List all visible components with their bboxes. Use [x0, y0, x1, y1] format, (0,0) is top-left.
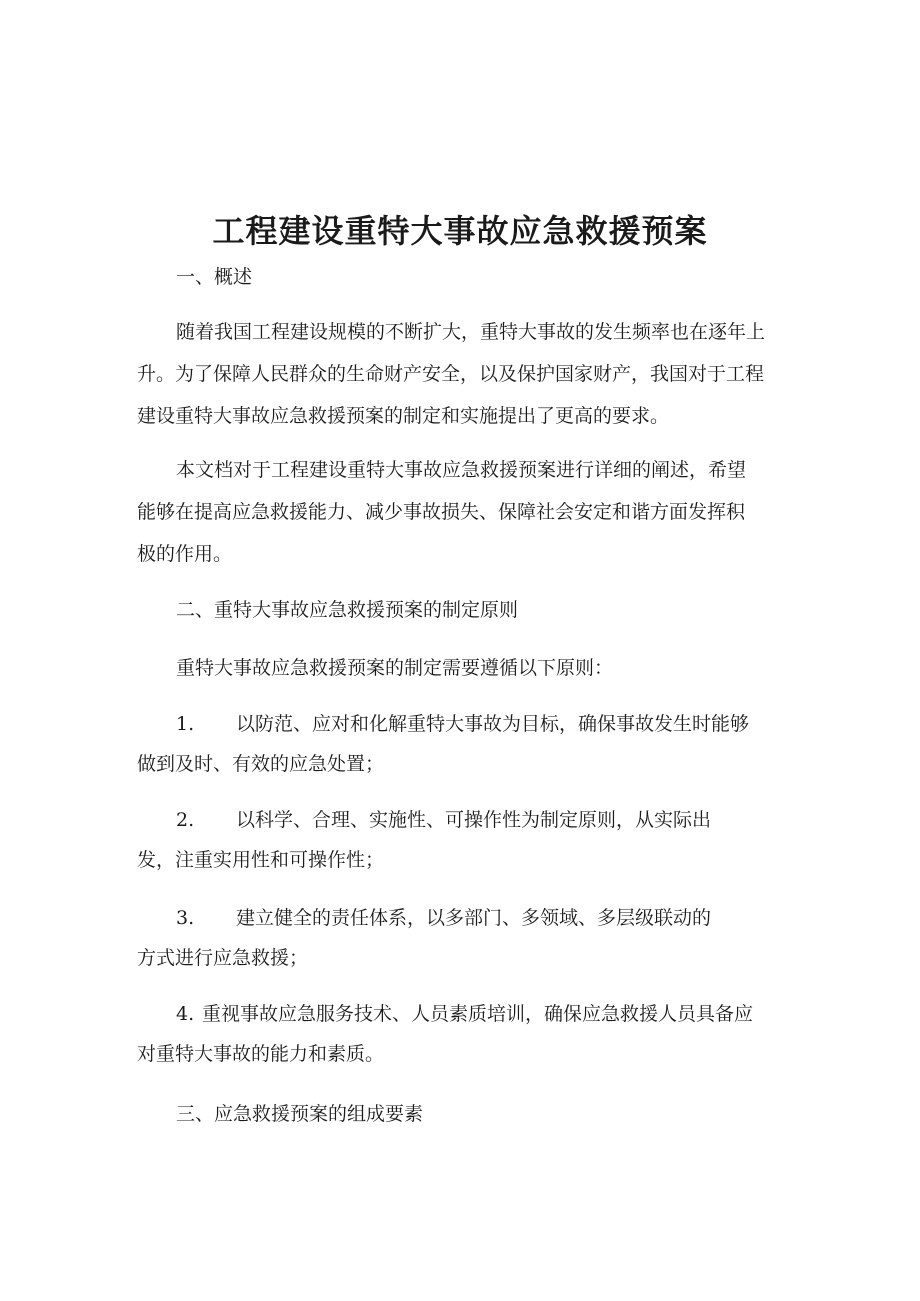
- list-item-number: 2.: [176, 809, 195, 831]
- paragraph-line: 极的作用。: [137, 543, 233, 565]
- paragraph-line: 能够在提高应急救援能力、减少事故损失、保障社会安定和谐方面发挥积: [137, 501, 746, 523]
- list-item-continuation: 对重特大事故的能力和素质。: [137, 1043, 385, 1065]
- list-item-number: 4.: [176, 1003, 195, 1025]
- paragraph-line: 建设重特大事故应急救援预案的制定和实施提出了更高的要求。: [137, 405, 670, 427]
- paragraph-line: 升。为了保障人民群众的生命财产安全，以及保护国家财产，我国对于工程: [137, 363, 765, 385]
- document-title: 工程建设重特大事故应急救援预案: [212, 212, 708, 250]
- list-item-text: 以防范、应对和化解重特大事故为目标，确保事故发生时能够: [236, 713, 750, 735]
- list-item: [176, 806, 711, 834]
- list-item-number: 1.: [176, 713, 195, 735]
- paragraph-line: 本文档对于工程建设重特大事故应急救援预案进行详细的阐述，希望: [176, 459, 747, 481]
- section-heading-overview: 一、概述: [176, 266, 253, 288]
- list-item-number: 3.: [176, 907, 195, 929]
- list-item: [176, 710, 749, 738]
- section-heading-principles: 二、重特大事故应急救援预案的制定原则: [176, 599, 519, 621]
- list-item-text: 建立健全的责任体系，以多部门、多领域、多层级联动的: [236, 907, 712, 929]
- list-item: [176, 904, 711, 932]
- list-item-continuation: 做到及时、有效的应急处置；: [137, 753, 385, 775]
- list-item: [176, 1000, 753, 1028]
- list-item-text: 重视事故应急服务技术、人员素质培训，确保应急救援人员具备应: [202, 1003, 754, 1025]
- list-item-continuation: 发，注重实用性和可操作性；: [137, 849, 385, 871]
- principles-intro: 重特大事故应急救援预案的制定需要遵循以下原则：: [176, 657, 614, 679]
- paragraph-line: 随着我国工程建设规模的不断扩大，重特大事故的发生频率也在逐年上: [176, 321, 766, 343]
- list-item-text: 以科学、合理、实施性、可操作性为制定原则，从实际出: [236, 809, 712, 831]
- section-heading-components: 三、应急救援预案的组成要素: [176, 1103, 424, 1125]
- list-item-continuation: 方式进行应急救援；: [137, 947, 309, 969]
